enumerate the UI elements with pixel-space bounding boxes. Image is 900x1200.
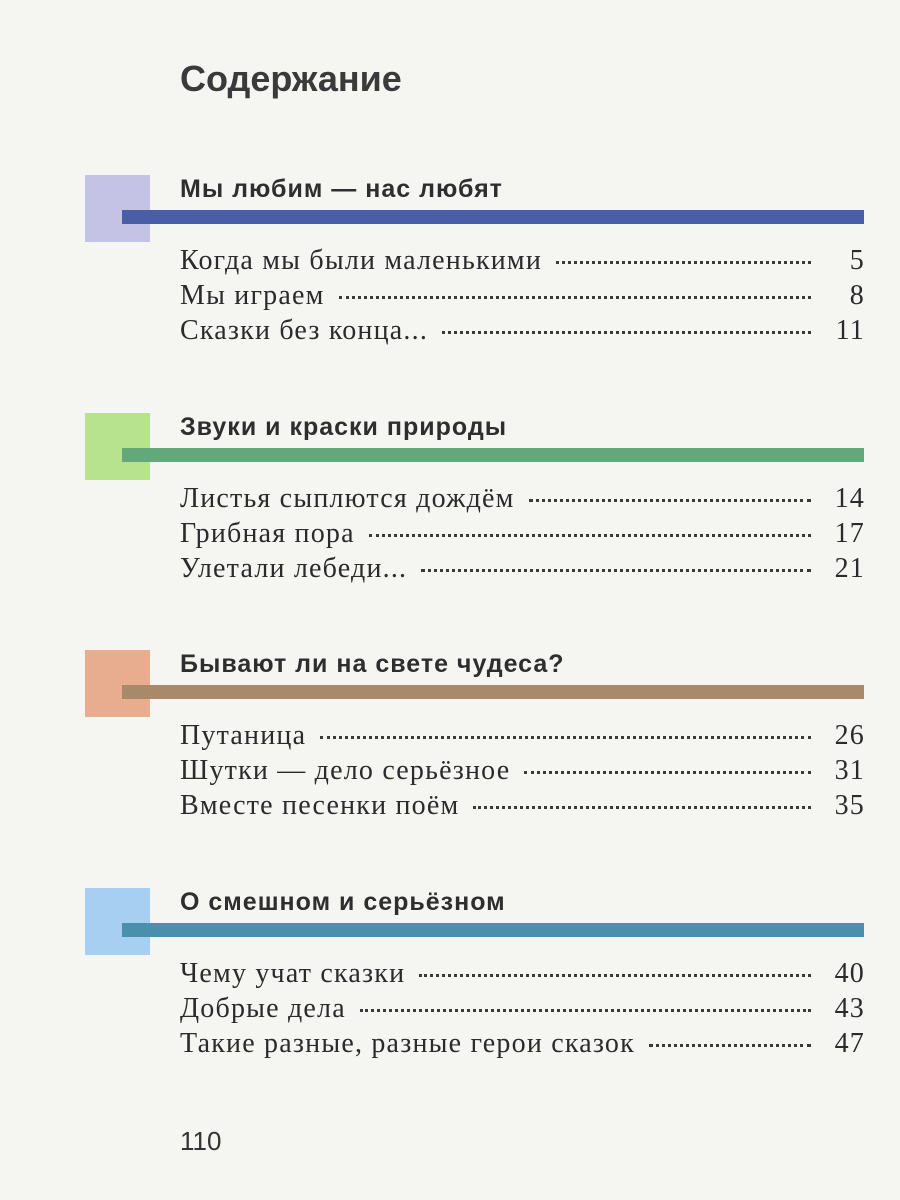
toc-entry-page: 47 <box>834 1028 865 1059</box>
toc-entries <box>180 958 865 1063</box>
dot-leader <box>649 1044 811 1047</box>
section-marker <box>85 175 150 242</box>
dot-leader <box>473 806 811 809</box>
dot-leader <box>320 736 811 739</box>
toc-entry-title: Чему учат сказки <box>180 958 406 989</box>
toc-entry[interactable] <box>180 720 865 755</box>
dot-leader <box>419 974 811 977</box>
toc-entry-page: 35 <box>834 790 865 821</box>
toc-entry-page: 31 <box>834 755 865 786</box>
toc-entry[interactable] <box>180 245 865 280</box>
toc-entry[interactable] <box>180 755 865 790</box>
section-bar <box>122 448 864 462</box>
toc-entry-page: 21 <box>834 553 865 584</box>
toc-entry-title: Вместе песенки поём <box>180 790 460 821</box>
toc-entry-page: 8 <box>849 280 865 311</box>
toc-entry-page: 40 <box>834 958 865 989</box>
dot-leader <box>339 296 811 299</box>
toc-entry[interactable] <box>180 483 865 518</box>
section-title: Мы любим — нас любят <box>180 175 503 203</box>
toc-entry[interactable] <box>180 280 865 315</box>
toc-entry-title: Грибная пора <box>180 518 355 549</box>
section-bar <box>122 685 864 699</box>
toc-entry[interactable] <box>180 958 865 993</box>
toc-entry[interactable] <box>180 993 865 1028</box>
toc-entries <box>180 245 865 350</box>
section-title: О смешном и серьёзном <box>180 888 506 916</box>
page-title: Содержание <box>180 58 402 99</box>
dot-leader <box>360 1009 811 1012</box>
toc-entry-title: Улетали лебеди... <box>180 553 408 584</box>
section-marker <box>85 888 150 955</box>
dot-leader <box>442 331 811 334</box>
toc-entry[interactable] <box>180 553 865 588</box>
toc-entry[interactable] <box>180 518 865 553</box>
section-title: Звуки и краски природы <box>180 413 508 441</box>
toc-entry-title: Шутки — дело серьёзное <box>180 755 511 786</box>
page-number: 110 <box>180 1126 222 1156</box>
toc-entry-title: Когда мы были маленькими <box>180 245 543 276</box>
toc-entries <box>180 483 865 588</box>
toc-entry-page: 26 <box>834 720 865 751</box>
dot-leader <box>556 261 811 264</box>
toc-entry-title: Путаница <box>180 720 307 751</box>
toc-entry-page: 43 <box>834 993 865 1024</box>
dot-leader <box>421 569 811 572</box>
section-title: Бывают ли на свете чудеса? <box>180 650 565 678</box>
dot-leader <box>529 499 811 502</box>
section-bar <box>122 210 864 224</box>
toc-entry-title: Мы играем <box>180 280 325 311</box>
toc-entry-title: Листья сыплются дождём <box>180 483 515 514</box>
toc-entry-page: 14 <box>834 483 865 514</box>
toc-entry-title: Такие разные, разные герои сказок <box>180 1028 635 1059</box>
dot-leader <box>524 771 811 774</box>
toc-entry-page: 11 <box>835 315 865 346</box>
section-bar <box>122 923 864 937</box>
toc-entry[interactable] <box>180 1028 865 1063</box>
toc-entry-title: Сказки без конца... <box>180 315 429 346</box>
dot-leader <box>369 534 811 537</box>
toc-entry[interactable] <box>180 315 865 350</box>
toc-entry[interactable] <box>180 790 865 825</box>
toc-entry-page: 17 <box>834 518 865 549</box>
section-marker <box>85 650 150 717</box>
toc-entries <box>180 720 865 825</box>
toc-entry-page: 5 <box>849 245 865 276</box>
section-marker <box>85 413 150 480</box>
toc-entry-title: Добрые дела <box>180 993 346 1024</box>
